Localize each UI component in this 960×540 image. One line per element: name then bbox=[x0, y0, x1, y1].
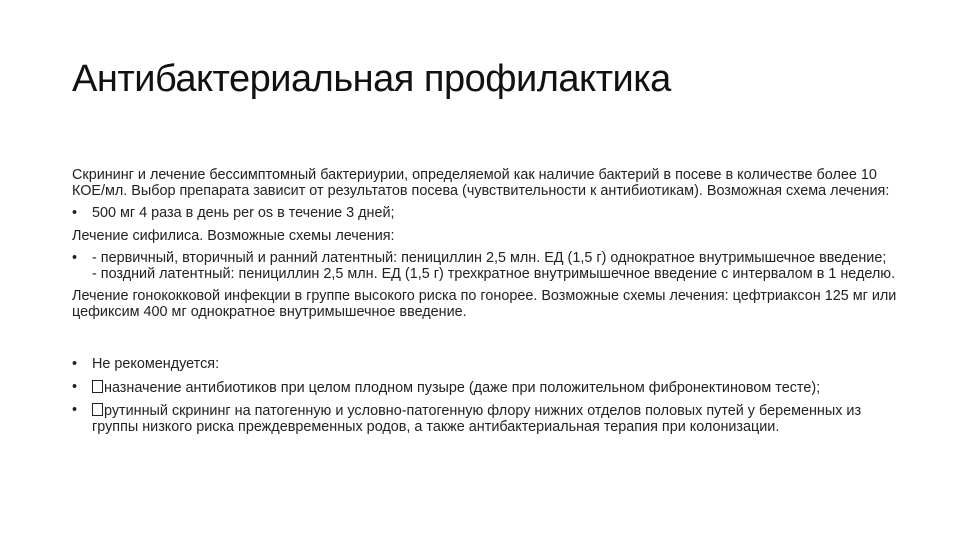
bullet-screening bbox=[72, 403, 902, 435]
bullet-dosage bbox=[72, 206, 902, 222]
spacer bbox=[72, 327, 902, 357]
bullet-dosage-text: 500 мг 4 раза в день per os в течение 3 дней; bbox=[92, 205, 395, 221]
paragraph-gonorrhea: Лечение гонококковой инфекции в группе высокого риска по гонорее. Возможные схемы лечения: цефтриаксон 125 мг или цефиксим 400 мг однократное внутримышечное введение. bbox=[72, 288, 897, 320]
syphilis-scheme-early: - первичный, вторичный и ранний латентный: пенициллин 2,5 млн. ЕД (1,5 г) однократное внутримышечное введение; bbox=[92, 250, 887, 266]
bullet-not-recommended-text: Не рекомендуется: bbox=[92, 356, 220, 372]
slide-title: Антибактериальная профилактика bbox=[72, 58, 671, 100]
bullet-antibiotics bbox=[72, 380, 902, 397]
paragraph-syphilis: Лечение сифилиса. Возможные схемы лечения: bbox=[72, 227, 395, 244]
bullet-marker: • bbox=[72, 356, 78, 372]
syphilis-scheme-late: - поздний латентный: пенициллин 2,5 млн. ЕД (1,5 г) трехкратное внутримышечное введение с интервалом в 1 неделю. bbox=[92, 265, 896, 282]
bullet-not-recommended bbox=[72, 357, 902, 373]
missing-glyph-box-icon bbox=[92, 380, 103, 393]
bullet-syphilis-schemes bbox=[72, 251, 902, 282]
bullet-marker: • bbox=[72, 378, 78, 395]
paragraph-bacteriuria: Скрининг и лечение бессимптомный бактериурии, определяемой как наличие бактерий в посеве в количестве более 10 КОЕ/мл. Выбор препарата зависит от результатов посева (чувствительности к антибиотикам). Возможная схема лечения: bbox=[72, 167, 890, 199]
bullet-marker: • bbox=[72, 250, 78, 266]
slide-body bbox=[72, 168, 902, 442]
bullet-marker: • bbox=[72, 205, 78, 221]
missing-glyph-box-icon bbox=[92, 403, 103, 416]
bullet-screening-text: рутинный скрининг на патогенную и условно-патогенную флору нижних отделов половых путей у беременных из группы низкого риска преждевременных родов, а также антибактериальная терапия при колонизации. bbox=[92, 403, 862, 435]
bullet-marker: • bbox=[72, 402, 78, 418]
bullet-antibiotics-text: назначение антибиотиков при целом плодном пузыре (даже при положительном фибронектиновом тесте); bbox=[104, 379, 821, 396]
